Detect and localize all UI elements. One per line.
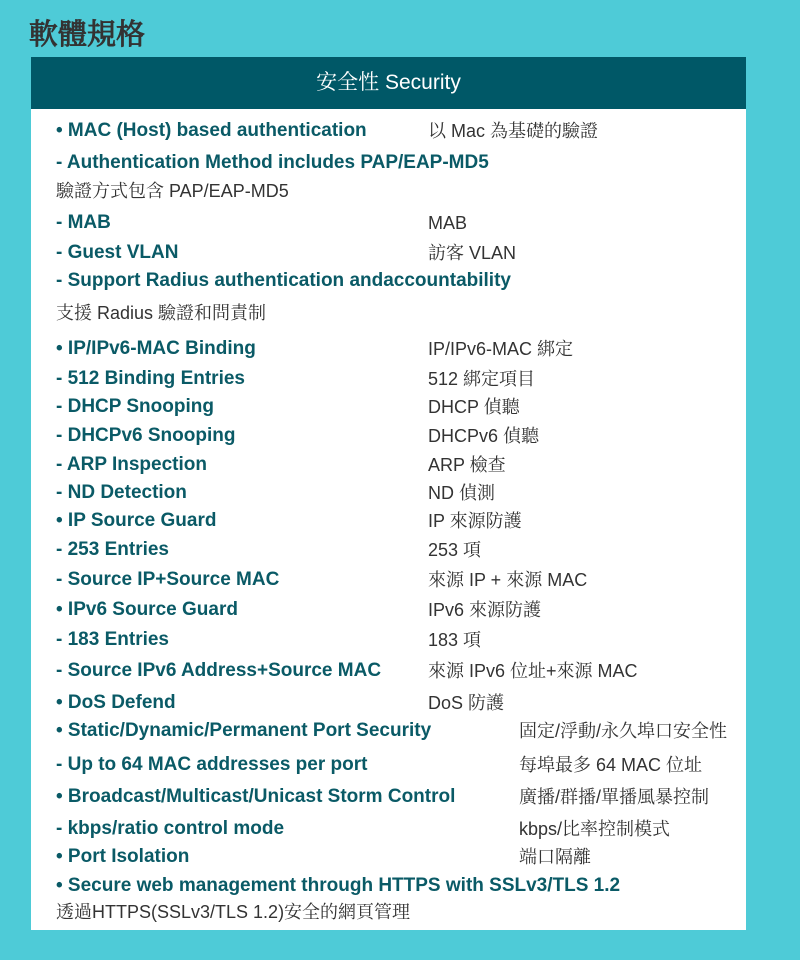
spec-english-label: - Guest VLAN (56, 242, 179, 263)
spec-english-label: - 253 Entries (56, 539, 169, 560)
spec-english-label: • Port Isolation (56, 846, 190, 867)
spec-chinese-label: DHCP 偵聽 (428, 397, 520, 417)
spec-chinese-label: 廣播/群播/單播風暴控制 (519, 787, 710, 807)
spec-chinese-label: DHCPv6 偵聽 (428, 426, 540, 446)
spec-chinese-label: IP/IPv6-MAC 綁定 (428, 339, 574, 359)
spec-english-label: - Up to 64 MAC addresses per port (56, 754, 368, 775)
spec-english-label: - 183 Entries (56, 629, 169, 650)
spec-chinese-label: 以 Mac 為基礎的驗證 (428, 121, 599, 141)
spec-chinese-label: ND 偵測 (428, 483, 495, 503)
spec-chinese-label: 固定/浮動/永久埠口安全性 (519, 721, 728, 741)
spec-english-label: • IPv6 Source Guard (56, 599, 238, 620)
spec-chinese-label: 512 綁定項目 (428, 369, 536, 389)
spec-chinese-label: IP 來源防護 (428, 511, 522, 531)
spec-english-label: • DoS Defend (56, 692, 176, 713)
spec-english-label: • Broadcast/Multicast/Unicast Storm Control (56, 786, 456, 807)
spec-english-label: • IP Source Guard (56, 510, 217, 531)
spec-english-label: • Secure web management through HTTPS with SSLv3/TLS 1.2 (56, 875, 621, 896)
spec-english-label: - MAB (56, 212, 111, 233)
spec-chinese-description: 驗證方式包含 PAP/EAP-MD5 (56, 181, 289, 201)
spec-chinese-description: 支援 Radius 驗證和問責制 (56, 303, 267, 323)
spec-chinese-label: 來源 IPv6 位址+來源 MAC (428, 661, 638, 681)
spec-chinese-label: kbps/比率控制模式 (519, 819, 671, 839)
section-header: 安全性 Security (31, 57, 746, 109)
spec-chinese-description: 透過HTTPS(SSLv3/TLS 1.2)安全的網頁管理 (56, 902, 411, 922)
spec-english-label: - ARP Inspection (56, 454, 207, 475)
spec-english-label: - 512 Binding Entries (56, 368, 245, 389)
spec-english-label: - ND Detection (56, 482, 187, 503)
spec-english-label: • Static/Dynamic/Permanent Port Security (56, 720, 432, 741)
spec-english-label: - Authentication Method includes PAP/EAP-MD5 (56, 152, 489, 173)
spec-english-label: - Source IPv6 Address+Source MAC (56, 660, 382, 681)
spec-english-label: • IP/IPv6-MAC Binding (56, 338, 256, 359)
spec-english-label: - DHCPv6 Snooping (56, 425, 236, 446)
spec-english-label: - DHCP Snooping (56, 396, 214, 417)
spec-english-label: • MAC (Host) based authentication (56, 120, 367, 141)
spec-chinese-label: 訪客 VLAN (428, 243, 517, 263)
spec-chinese-label: 183 項 (428, 630, 482, 650)
spec-chinese-label: 253 項 (428, 540, 482, 560)
security-spec-panel (31, 57, 746, 930)
spec-chinese-label: MAB (428, 213, 468, 233)
spec-english-label: - kbps/ratio control mode (56, 818, 285, 839)
spec-chinese-label: 每埠最多 64 MAC 位址 (519, 755, 703, 775)
spec-chinese-label: ARP 檢查 (428, 455, 506, 475)
spec-english-label: - Source IP+Source MAC (56, 569, 280, 590)
spec-chinese-label: DoS 防護 (428, 693, 505, 713)
page-title: 軟體規格 (29, 19, 146, 51)
spec-chinese-label: 端口隔離 (519, 847, 591, 867)
spec-english-label: - Support Radius authentication andaccountability (56, 270, 511, 291)
spec-chinese-label: 來源 IP + 來源 MAC (428, 570, 588, 590)
spec-chinese-label: IPv6 來源防護 (428, 600, 542, 620)
